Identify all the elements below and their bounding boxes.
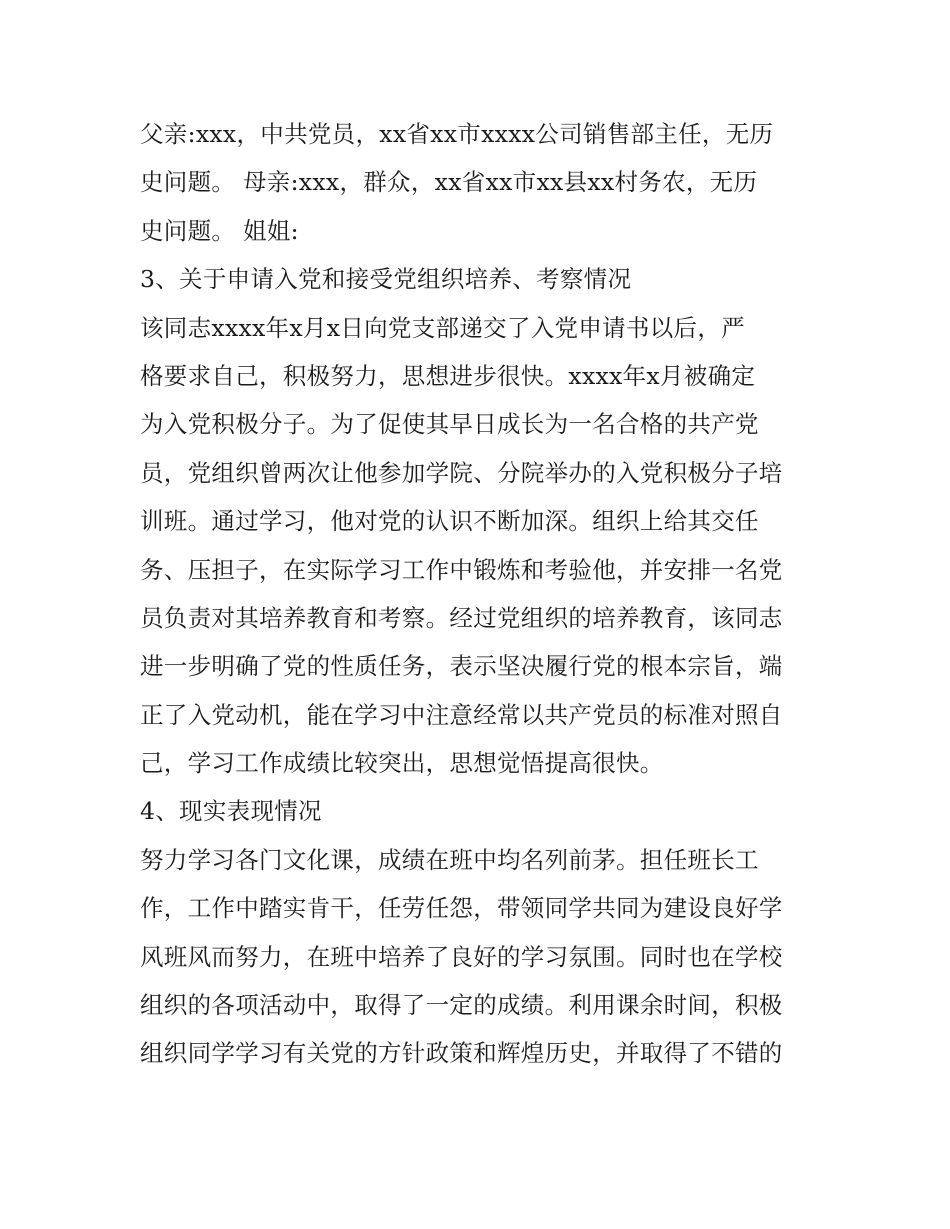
text-line-14: 己，学习工作成绩比较突出，思想觉悟提高很快。 — [140, 749, 664, 778]
section-heading-3: 3、关于申请入党和接受党组织培养、考察情况 — [140, 265, 632, 294]
text-line-7: 为入党积极分子。为了促使其早日成长为一名合格的共产党 — [140, 410, 759, 439]
text-line-10: 务、压担子，在实际学习工作中锻炼和考验他，并安排一名党 — [140, 555, 783, 584]
text-line-13: 正了入党动机，能在学习中注意经常以共产党员的标准对照自 — [140, 700, 783, 729]
text-line-17: 作，工作中踏实肯干，任劳任怨，带领同学共同为建设良好学 — [140, 894, 783, 923]
text-line-8: 员，党组织曾两次让他参加学院、分院举办的入党积极分子培 — [140, 458, 783, 487]
text-line-1: 父亲:xxx，中共党员，xx省xx市xxxx公司销售部主任，无历 — [140, 120, 774, 148]
section-heading-4: 4、现实表现情况 — [140, 797, 322, 826]
text-line-5: 该同志xxxx年x月x日向党支部递交了入党申请书以后，严 — [140, 313, 745, 342]
text-line-18: 风班风而努力，在班中培养了良好的学习氛围。同时也在学校 — [140, 942, 783, 971]
text-line-11: 员负责对其培养教育和考察。经过党组织的培养教育，该同志 — [140, 603, 783, 632]
text-line-16: 努力学习各门文化课，成绩在班中均名列前茅。担任班长工 — [140, 845, 759, 874]
document-body — [140, 110, 820, 1078]
text-line-9: 训班。通过学习，他对党的认识不断加深。组织上给其交任 — [140, 507, 759, 536]
text-line-3: 史问题。 姐姐: — [140, 216, 299, 245]
text-line-12: 进一步明确了党的性质任务，表示坚决履行党的根本宗旨，端 — [140, 652, 783, 681]
text-line-6: 格要求自己，积极努力，思想进步很快。xxxx年x月被确定 — [140, 361, 756, 390]
text-line-19: 组织的各项活动中，取得了一定的成绩。利用课余时间，积极 — [140, 991, 783, 1020]
text-line-2: 史问题。 母亲:xxx，群众，xx省xx市xx县xx村务农，无历 — [140, 168, 758, 197]
text-line-20: 组织同学学习有关党的方针政策和辉煌历史，并取得了不错的 — [140, 1039, 783, 1068]
